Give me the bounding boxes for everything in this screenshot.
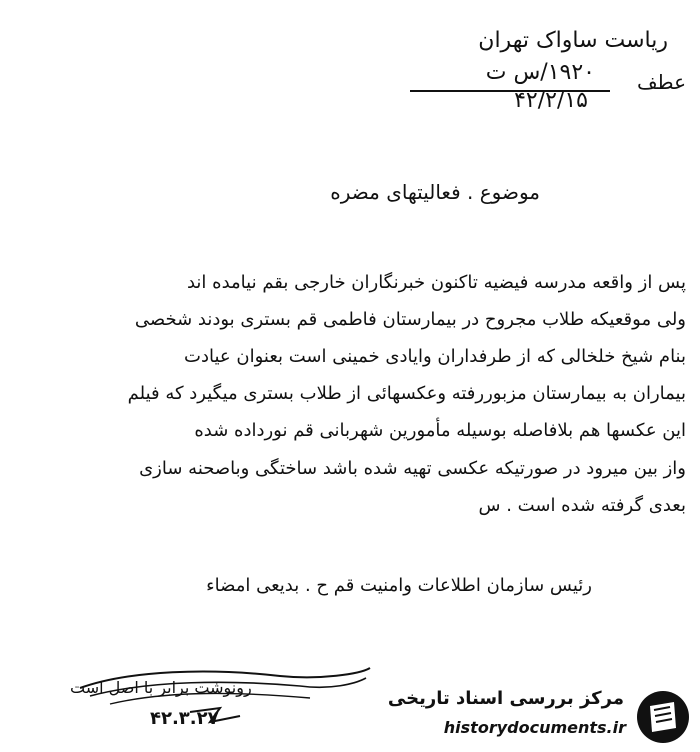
watermark-title: مرکز بررسی اسناد تاریخی — [387, 688, 624, 709]
archive-watermark — [387, 684, 696, 750]
reference-label: عطف — [636, 70, 686, 94]
body-line: بعدی گرفته شده است . س — [478, 495, 686, 516]
signature-line: رئیس سازمان اطلاعات وامنیت قم ح . بدیعی امضاء — [206, 575, 592, 596]
copy-date: ۴۲.۳.۲۷ — [150, 708, 219, 729]
copy-certification: رونوشت برابر با اصل است — [70, 678, 252, 697]
body-line: بنام شیخ خلخالی که از طرفداران وایادی خمینی است بعنوان عیادت — [184, 346, 686, 367]
subject-line: موضوع . فعالیتهای مضره — [330, 180, 540, 204]
body-line: ولی موقعیکه طلاب مجروح در بیمارستان فاطمی قم بستری بودند شخصی — [134, 309, 686, 330]
body-line: واز بین میرود در صورتیکه عکسی تهیه شده باشد ساختگی وباصحنه سازی — [139, 458, 686, 479]
reference-number: ۱۹۲۰/س ت — [485, 60, 595, 85]
header-title: ریاست ساواک تهران — [478, 28, 668, 53]
body-line: این عکسها هم بلافاصله بوسیله مأمورین شهربانی قم نورداده شده — [194, 420, 686, 441]
watermark-url: historydocuments.ir — [443, 718, 626, 737]
reference-date: ۴۲/۲/۱۵ — [514, 88, 588, 113]
body-line: بیماران به بیمارستان مزبوررفته وعکسهائی از طلاب بستری میگیرد که فیلم — [127, 383, 686, 404]
archive-logo-icon — [634, 688, 692, 746]
body-line: پس از واقعه مدرسه فیضیه تاکنون خبرنگاران خارجی بقم نیامده اند — [186, 272, 686, 293]
